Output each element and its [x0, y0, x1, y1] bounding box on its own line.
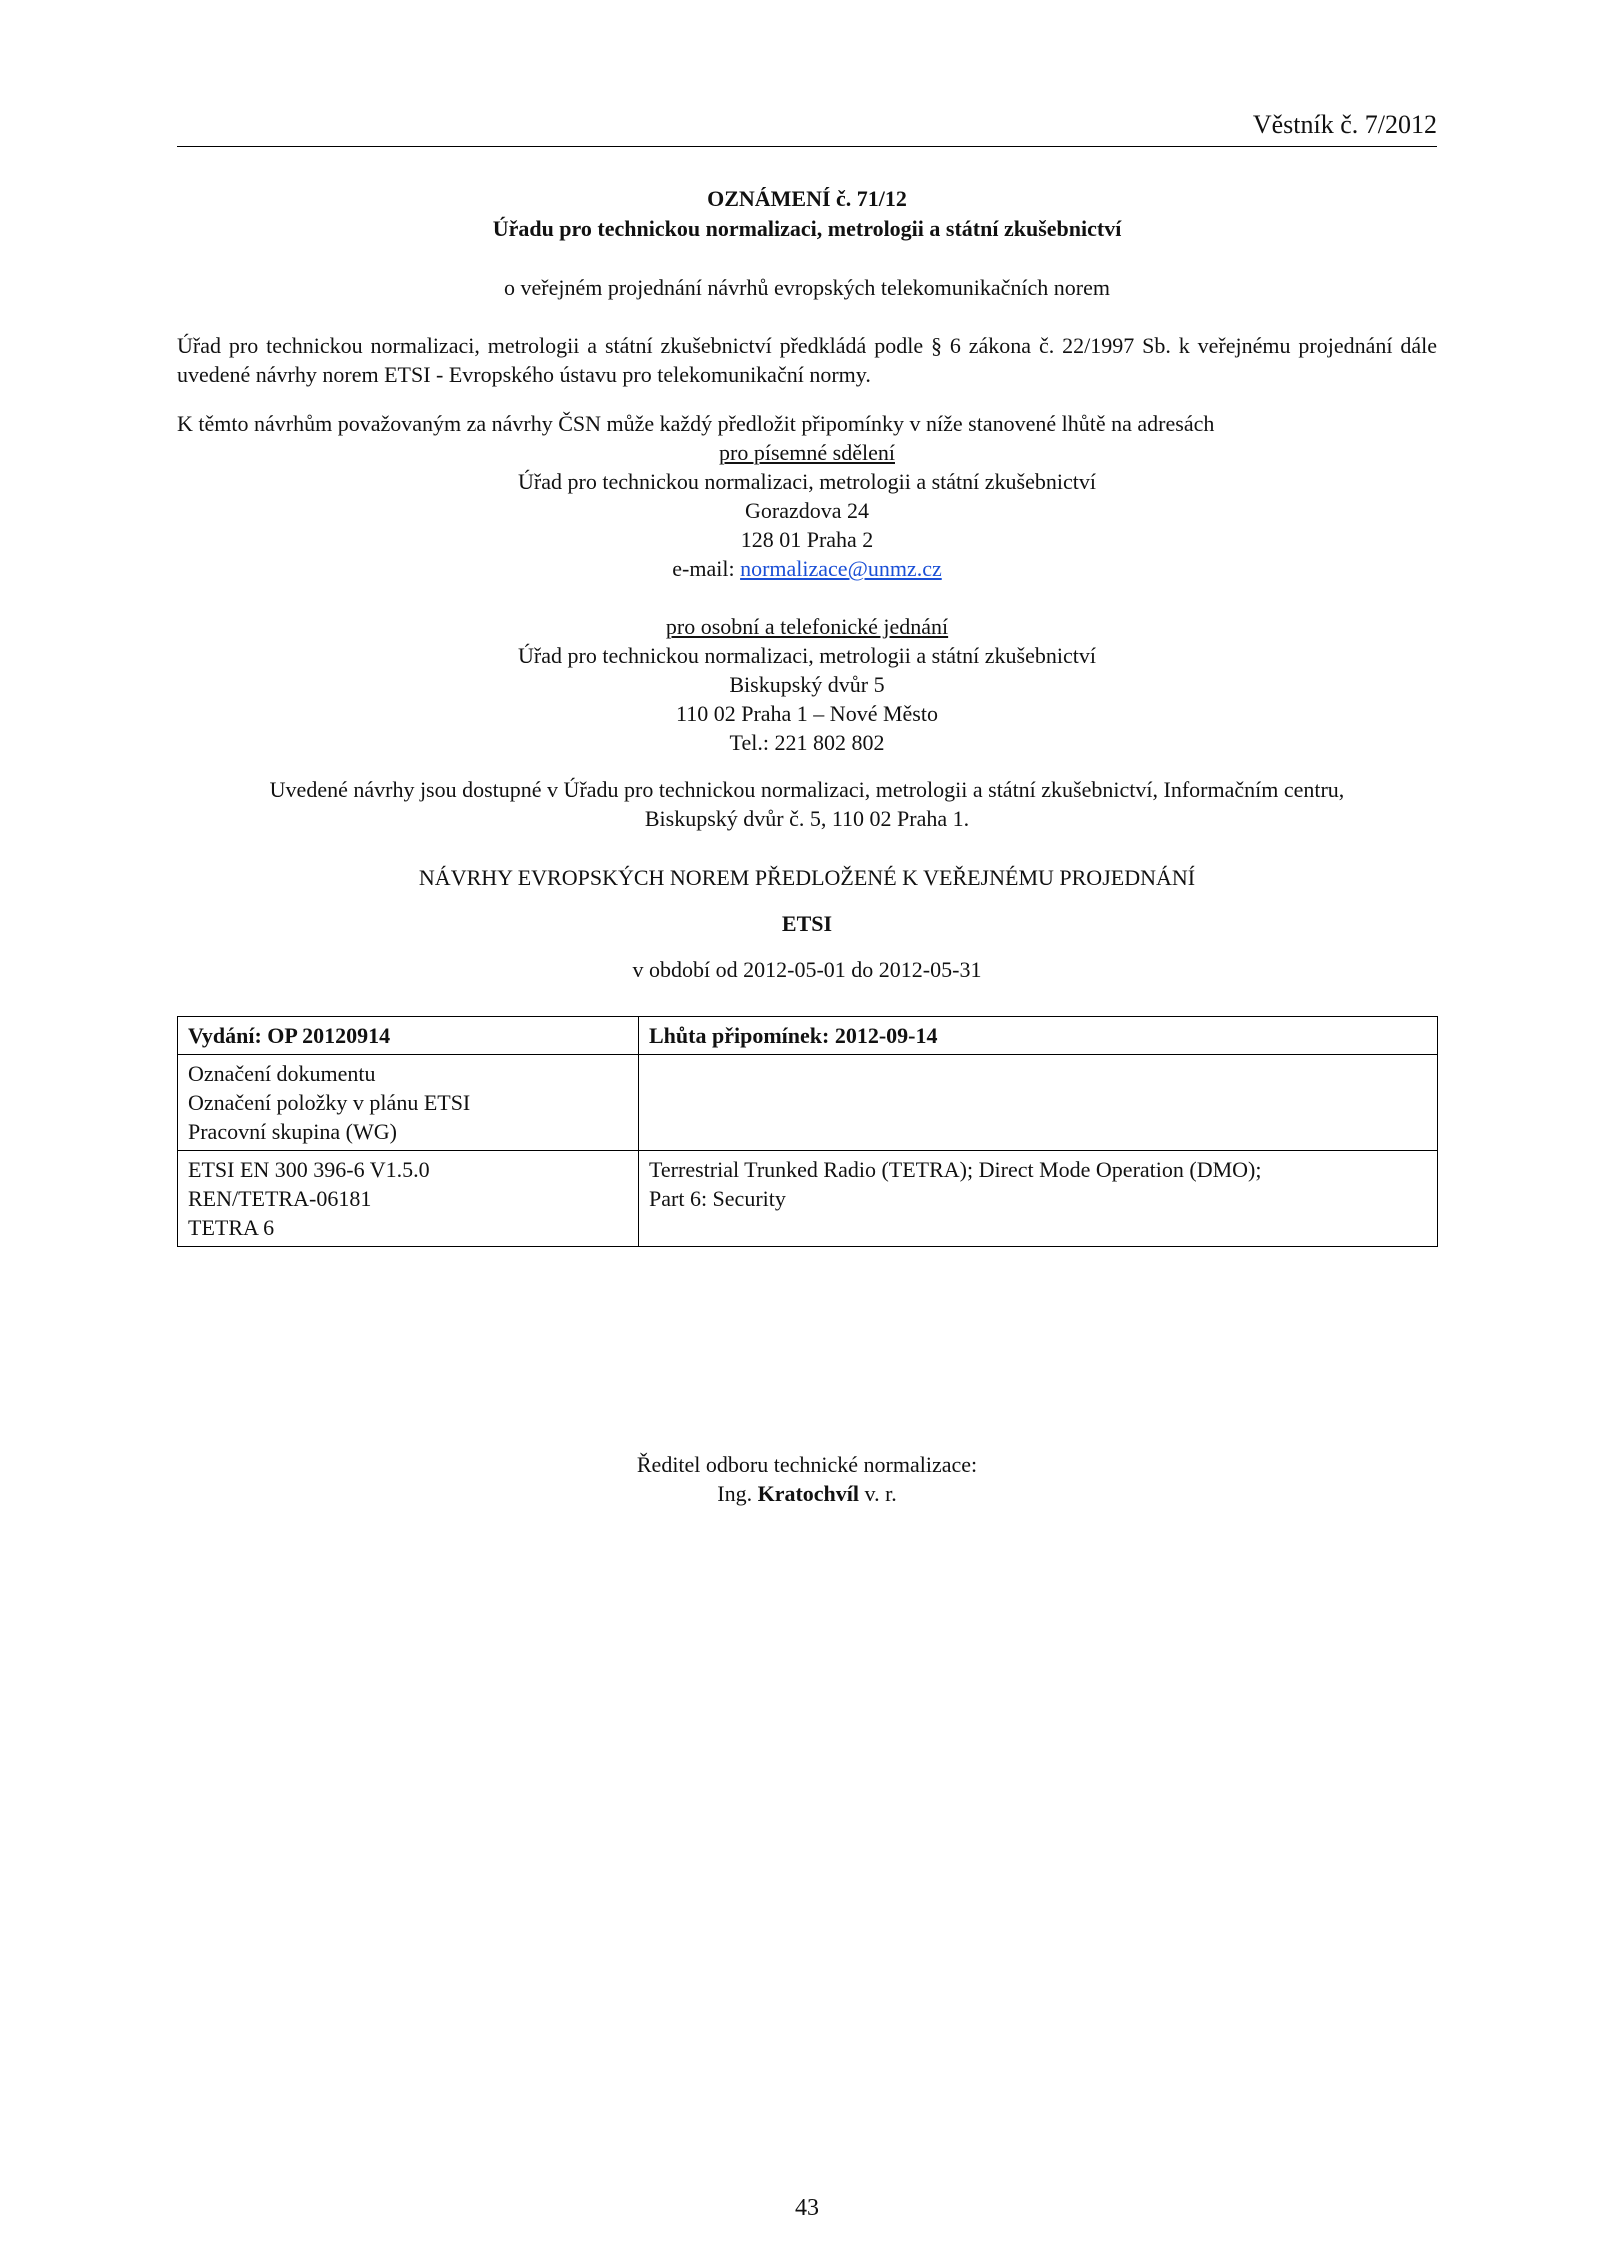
journal-issue: Věstník č. 7/2012: [1252, 110, 1437, 139]
work-item: REN/TETRA-06181: [188, 1186, 372, 1211]
personal-contact-city: 110 02 Praha 1 – Nové Město: [676, 701, 938, 726]
table-row: [178, 1151, 1438, 1247]
availability-line-2: Biskupský dvůr č. 5, 110 02 Praha 1.: [644, 806, 970, 831]
table-header-row: [178, 1017, 1438, 1055]
page-header: [177, 110, 1437, 147]
written-contact-city: 128 01 Praha 2: [740, 527, 874, 552]
legend-cell: [178, 1055, 639, 1151]
notice-title: OZNÁMENÍ č. 71/12: [707, 186, 907, 211]
section-period: v období od 2012-05-01 do 2012-05-31: [632, 957, 982, 982]
notice-issuer: Úřadu pro technickou normalizaci, metrologii a státní zkušebnictví: [492, 216, 1122, 241]
availability-line-1: Uvedené návrhy jsou dostupné v Úřadu pro technickou normalizaci, metrologii a státní zkušebnictví, Informačním centru,: [269, 777, 1345, 802]
signature-role: Ředitel odboru technické normalizace:: [636, 1452, 978, 1477]
personal-contact-org: Úřad pro technickou normalizaci, metrologii a státní zkušebnictví: [518, 643, 1096, 668]
section-org: ETSI: [781, 911, 833, 936]
deadline-cell: Lhůta připomínek: 2012-09-14: [639, 1017, 1438, 1055]
legend-item-label: Označení položky v plánu ETSI: [188, 1090, 471, 1115]
email-link[interactable]: normalizace@unmz.cz: [740, 556, 942, 581]
signature-name: Kratochvíl: [757, 1481, 860, 1506]
standards-table: [177, 1016, 1438, 1247]
legend-wg-label: Pracovní skupina (WG): [188, 1119, 397, 1144]
table-legend-row: [178, 1055, 1438, 1151]
written-contact-heading: pro písemné sdělení: [719, 440, 895, 465]
written-contact-org: Úřad pro technickou normalizaci, metrologii a státní zkušebnictví: [518, 469, 1096, 494]
document-title-line-2: Part 6: Security: [649, 1186, 786, 1211]
document-ids-cell: [178, 1151, 639, 1247]
written-contact-street: Gorazdova 24: [744, 498, 869, 523]
document-title-cell: [639, 1151, 1438, 1247]
personal-contact-street: Biskupský dvůr 5: [729, 672, 885, 697]
email-label: e-mail:: [672, 556, 741, 581]
intro-paragraph: Úřad pro technickou normalizaci, metrologii a státní zkušebnictví předkládá podle § 6 zákona č. 22/1997 Sb. k veřejnému projednání dále uvedené návrhy norem ETSI - Evropského ústavu pro telekomunikační normy.: [177, 333, 1437, 387]
signature-suffix: v. r.: [859, 1481, 897, 1506]
personal-contact-heading: pro osobní a telefonické jednání: [665, 614, 949, 639]
signature-prefix: Ing.: [717, 1481, 758, 1506]
legend-empty-cell: [639, 1055, 1438, 1151]
issue-cell: Vydání: OP 20120914: [178, 1017, 639, 1055]
comments-paragraph: K těmto návrhům považovaným za návrhy ČSN může každý předložit připomínky v níže stanovené lhůtě na adresách: [177, 411, 1215, 436]
section-heading: NÁVRHY EVROPSKÝCH NOREM PŘEDLOŽENÉ K VEŘEJNÉMU PROJEDNÁNÍ: [418, 865, 1196, 890]
document-designation: ETSI EN 300 396-6 V1.5.0: [188, 1157, 430, 1182]
document-title-line-1: Terrestrial Trunked Radio (TETRA); Direct Mode Operation (DMO);: [649, 1157, 1262, 1182]
signature-name-line: [177, 1479, 1437, 1508]
written-contact-email-line: [177, 554, 1437, 583]
personal-contact-phone: Tel.: 221 802 802: [729, 730, 885, 755]
page-number: 43: [795, 2195, 819, 2221]
legend-document-label: Označení dokumentu: [188, 1061, 376, 1086]
notice-subject: o veřejném projednání návrhů evropských telekomunikačních norem: [503, 275, 1111, 300]
working-group: TETRA 6: [188, 1215, 275, 1240]
